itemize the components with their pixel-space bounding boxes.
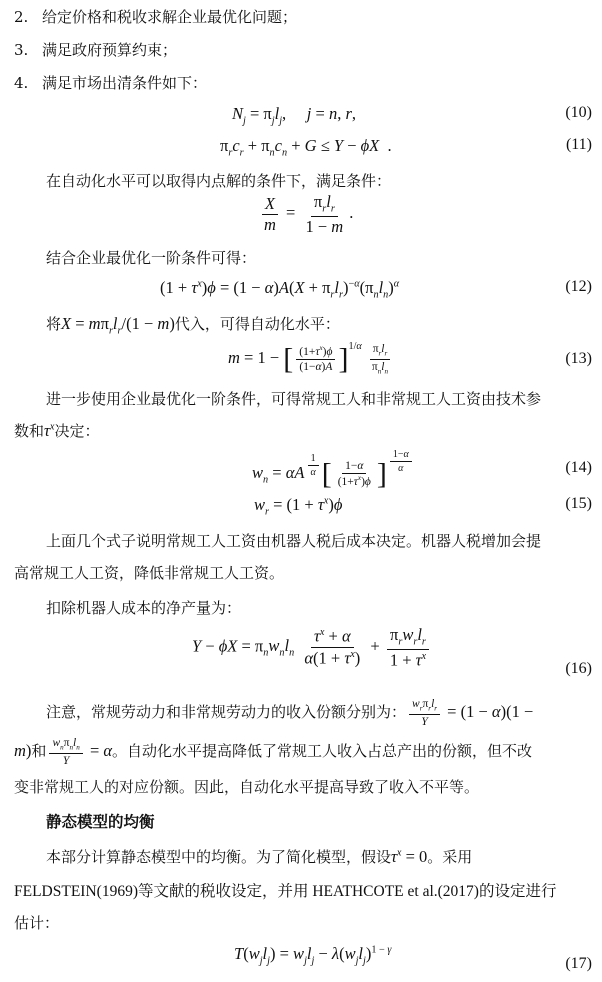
- paragraph-text: 和: [31, 742, 47, 761]
- equation-number: (17): [565, 955, 592, 972]
- paragraph-text: 数和: [14, 422, 45, 440]
- paragraph-text: 。自动化水平提高降低了常规工人收入占总产出的份额，但不改: [112, 742, 533, 761]
- section-heading: 静态模型的均衡: [46, 813, 155, 831]
- paragraph-text: 将: [46, 315, 62, 333]
- equation-15: $w_r = (1 + \tau^x)\phi$: [254, 495, 343, 518]
- paragraph-share-line2: [14, 737, 532, 768]
- paragraph-model-line3: 估计：: [14, 914, 60, 932]
- paragraph-share-line3: 变非常规工人的对应份额。因此，自动化水平提高导致了收入不平等。: [14, 778, 480, 796]
- paragraph-text: 决定：: [54, 422, 100, 440]
- list-item: [14, 39, 177, 60]
- paragraph-text: 代入，可得自动化水平：: [174, 315, 340, 333]
- equation-14: $w_n = \alpha A$ $^{\frac{1}{\alpha}}$ [ $\frac{1-\alpha}{(1+\tau^x)\phi}$ ] $^{\frac{1-\alpha}{\alpha}}$: [252, 449, 415, 489]
- equation-12: $(1 + \tau^x)\phi = (1 - \alpha)A(X + \pi_rl_r)^{-\alpha}(\pi_nl_n)^\alpha$: [160, 278, 400, 301]
- paragraph-foc: 结合企业最优化一阶条件可得：: [46, 249, 257, 267]
- paragraph-substitute: [46, 313, 340, 336]
- paragraph-interior: 在自动化水平可以取得内点解的条件下，满足条件：: [46, 172, 392, 190]
- equation-interior-condition: $\frac{X}{m}$ = $\frac{\pi_rl_r}{1 - m}$ .: [258, 193, 353, 236]
- inline-math: $\frac{w_r\pi_rl_r}{Y}$ = (1 − α)(1 −: [406, 702, 533, 721]
- equation-number: (11): [565, 136, 592, 153]
- equation-number: (10): [565, 104, 592, 121]
- paragraph-model-line1: [46, 846, 472, 867]
- inline-math: $X = m\pi_rl_r/(1 - m)$: [61, 314, 175, 337]
- equation-number: (12): [565, 278, 592, 295]
- paragraph-tax-line1: 上面几个式子说明常规工人工资由机器人税后成本决定。机器人税增加会提: [46, 532, 542, 550]
- inline-math: $\frac{w_n\pi_nl_n}{Y}$ = α: [46, 741, 112, 760]
- equation-number: (15): [565, 495, 592, 512]
- equation-number: (14): [565, 459, 592, 476]
- list-text: 给定价格和税收求解企业最优化问题；: [42, 8, 298, 26]
- equation-11: $\pi_rc_r + \pi_nc_n + G \le Y - \phi X$ .: [220, 136, 392, 159]
- paragraph-tax-line2: 高常规工人工资，降低非常规工人工资。: [14, 564, 285, 582]
- list-number: 2.: [14, 8, 29, 26]
- list-number: 3.: [14, 41, 29, 59]
- equation-13: m = 1 − [ $\frac{(1+\tau^x)\phi}{(1-\alpha)A}$ ]$^{1/\alpha}$ $\frac{\pi_rl_r}{\pi_nl_n}$: [228, 341, 394, 376]
- paragraph-wage-line1: 进一步使用企业最优化一阶条件，可得常规工人和非常规工人工资由技术参: [46, 390, 542, 408]
- inline-math: $\tau^x = 0$: [391, 847, 428, 866]
- equation-16: $Y - \phi X = \pi_nw_nl_n$ $\frac{\tau^x + \alpha}{\alpha(1 + \tau^x)}$ + $\frac{\pi_rw_rl_r}{1 + \tau^x}$: [192, 626, 432, 669]
- list-item: [14, 6, 297, 27]
- paragraph-text: 。采用: [427, 848, 473, 866]
- inline-math: m): [14, 741, 32, 761]
- paragraph-wage-line2: [14, 420, 99, 441]
- paragraph-net: 扣除机器人成本的净产量为：: [46, 599, 242, 617]
- inline-math: $\tau^x$: [44, 421, 55, 440]
- paragraph-model-line2: FELDSTEIN(1969)等文献的税收设定，并用 HEATHCOTE et al.(2017)的设定进行: [14, 883, 557, 900]
- equation-number: (16): [565, 660, 592, 677]
- paragraph-text: 注意，常规劳动力和非常规劳动力的收入份额分别为：: [46, 703, 407, 722]
- list-number: 4.: [14, 74, 29, 92]
- paragraph-share-line1: [46, 698, 533, 729]
- list-item: [14, 72, 207, 93]
- list-text: 满足市场出清条件如下：: [42, 74, 208, 92]
- equation-17: $T(w_jl_j) = w_jl_j - \lambda(w_jl_j)^{1 - \gamma}$: [234, 944, 392, 967]
- list-text: 满足政府预算约束；: [42, 41, 178, 59]
- equation-10: $N_j = \pi_jl_j$, j = n, r,: [232, 104, 356, 127]
- paragraph-text: 本部分计算静态模型中的均衡。为了简化模型，假设: [46, 848, 392, 866]
- equation-number: (13): [565, 350, 592, 367]
